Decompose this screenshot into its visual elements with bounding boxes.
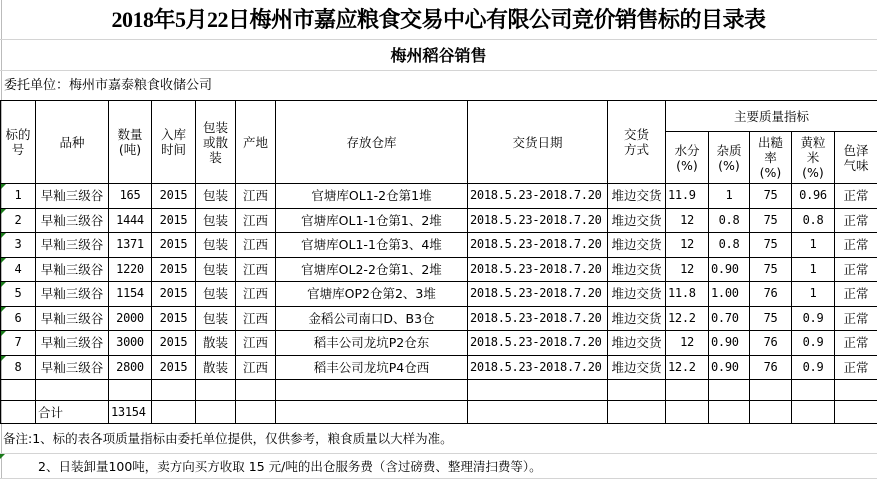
empty-cell[interactable] (792, 401, 835, 424)
cell-delivery-date[interactable] (468, 257, 608, 282)
cell-delivery-method[interactable] (608, 184, 666, 209)
cell-text: 2018.5.23-2018.7.20 (470, 335, 602, 350)
cell-text: 2015 (159, 335, 188, 350)
cell-marker-icon (0, 454, 5, 459)
cell-text: 2015 (159, 310, 188, 325)
cell-text: 2015 (159, 359, 188, 374)
cell-origin[interactable] (236, 331, 276, 356)
cell-warehouse[interactable] (276, 355, 468, 380)
empty-cell[interactable] (835, 401, 877, 424)
cell-text: 1371 (116, 237, 144, 252)
cell-text: 包装 (202, 188, 228, 204)
empty-cell[interactable] (109, 380, 152, 401)
cell-storage-year[interactable] (152, 184, 196, 209)
cell-text: 散装 (202, 335, 228, 351)
cell-yellow-rice[interactable] (792, 282, 835, 307)
cell-origin[interactable] (236, 233, 276, 258)
cell-origin[interactable] (236, 184, 276, 209)
cell-color-odor[interactable] (835, 184, 877, 209)
cell-text: 2018.5.23-2018.7.20 (470, 188, 602, 203)
cell-color-odor[interactable] (835, 282, 877, 307)
cell-text: 1 (14, 188, 22, 203)
total-row (1, 401, 877, 424)
cell-delivery-date[interactable] (468, 184, 608, 209)
cell-text: 正常 (843, 237, 869, 253)
empty-cell[interactable] (709, 380, 750, 401)
cell-color-odor[interactable] (835, 233, 877, 258)
cell-variety[interactable] (36, 257, 109, 282)
cell-text: 官塘库OP2仓第2、3堆 (307, 286, 436, 302)
cell-storage-year[interactable] (152, 282, 196, 307)
cell-lot-no[interactable] (1, 257, 36, 282)
cell-text: 包装 (202, 261, 228, 277)
cell-text: 2015 (159, 212, 188, 227)
cell-origin[interactable] (236, 306, 276, 331)
cell-delivery-date[interactable] (468, 355, 608, 380)
cell-text: 75 (763, 261, 778, 276)
cell-text: 官塘库OL1-2仓第1堆 (311, 188, 432, 204)
cell-storage-year[interactable] (152, 355, 196, 380)
cell-text: 0.9 (802, 335, 824, 350)
cell-text: 75 (763, 212, 778, 227)
cell-marker-icon (1, 258, 6, 263)
cell-text: 散装 (202, 359, 228, 375)
cell-text: 76 (763, 359, 778, 374)
cell-text: 6 (14, 310, 22, 325)
cell-text: 0.9 (802, 359, 824, 374)
cell-color-odor[interactable] (835, 306, 877, 331)
cell-text: 2018.5.23-2018.7.20 (470, 237, 602, 252)
cell-text: 江西 (242, 286, 268, 302)
empty-cell[interactable] (792, 380, 835, 401)
cell-text: 官塘库OL2-2仓第1、2堆 (301, 261, 442, 277)
cell-quantity[interactable] (109, 184, 152, 209)
cell-text: 1220 (116, 261, 144, 276)
cell-warehouse[interactable] (276, 306, 468, 331)
cell-delivery-method[interactable] (608, 355, 666, 380)
cell-lot-no[interactable] (1, 233, 36, 258)
cell-warehouse[interactable] (276, 257, 468, 282)
cell-text: 早籼三级谷 (40, 261, 104, 277)
cell-text: 4 (14, 261, 22, 276)
cell-text: 堆边交货 (611, 359, 662, 375)
cell-marker-icon (1, 209, 6, 214)
cell-warehouse[interactable] (276, 184, 468, 209)
cell-packing[interactable] (196, 257, 236, 282)
header-impurity: 杂质(%) (709, 132, 750, 184)
cell-text: 正常 (843, 359, 869, 375)
cell-yellow-rice[interactable] (792, 355, 835, 380)
cell-origin[interactable] (236, 208, 276, 233)
cell-packing[interactable] (196, 233, 236, 258)
cell-quantity[interactable] (109, 282, 152, 307)
cell-moisture[interactable] (666, 306, 709, 331)
empty-cell[interactable] (196, 380, 236, 401)
cell-yellow-rice[interactable] (792, 257, 835, 282)
cell-text: 正常 (843, 335, 869, 351)
cell-text: 江西 (242, 359, 268, 375)
cell-text: 0.90 (711, 261, 739, 276)
cell-moisture[interactable] (666, 184, 709, 209)
cell-warehouse[interactable] (276, 233, 468, 258)
cell-text: 0.8 (718, 237, 740, 252)
cell-delivery-date[interactable] (468, 282, 608, 307)
cell-text: 1 (725, 188, 733, 203)
cell-impurity[interactable] (709, 331, 750, 356)
cell-variety[interactable] (36, 306, 109, 331)
empty-row (1, 380, 877, 401)
cell-quantity[interactable] (109, 233, 152, 258)
empty-cell[interactable] (276, 401, 468, 424)
cell-origin[interactable] (236, 355, 276, 380)
cell-text: 1 (809, 237, 817, 252)
cell-delivery-date[interactable] (468, 331, 608, 356)
empty-cell[interactable] (709, 401, 750, 424)
cell-variety[interactable] (36, 233, 109, 258)
table-row (1, 355, 877, 380)
cell-impurity[interactable] (709, 306, 750, 331)
cell-text: 2018.5.23-2018.7.20 (470, 310, 602, 325)
empty-cell[interactable] (750, 380, 792, 401)
cell-warehouse[interactable] (276, 331, 468, 356)
note-2-text: 2、日装卸量100吨，卖方向买方收取 15 元/吨的出仓服务费（含过磅费、整理清扫费等）。 (38, 459, 542, 474)
cell-text: 12.2 (668, 359, 696, 374)
cell-text: 2015 (159, 188, 188, 203)
cell-text: 正常 (843, 261, 869, 277)
cell-text: 江西 (242, 310, 268, 326)
cell-text: 早籼三级谷 (40, 310, 104, 326)
table-row (1, 331, 877, 356)
header-color-odor: 色泽气味 (835, 132, 877, 184)
cell-origin[interactable] (236, 257, 276, 282)
table-row (1, 306, 877, 331)
cell-moisture[interactable] (666, 331, 709, 356)
cell-text: 堆边交货 (611, 286, 662, 302)
cell-variety[interactable] (36, 208, 109, 233)
cell-text: 0.90 (711, 335, 739, 350)
cell-husking-rate[interactable] (750, 233, 792, 258)
cell-text: 堆边交货 (611, 335, 662, 351)
cell-text: 江西 (242, 261, 268, 277)
empty-cell[interactable] (835, 380, 877, 401)
cell-variety[interactable] (36, 184, 109, 209)
cell-lot-no[interactable] (1, 282, 36, 307)
empty-cell[interactable] (1, 380, 36, 401)
cell-husking-rate[interactable] (750, 331, 792, 356)
cell-packing[interactable] (196, 184, 236, 209)
cell-yellow-rice[interactable] (792, 306, 835, 331)
cell-husking-rate[interactable] (750, 184, 792, 209)
cell-text: 8 (14, 359, 22, 374)
cell-storage-year[interactable] (152, 331, 196, 356)
page-title: 2018年5月22日梅州市嘉应粮食交易中心有限公司竞价销售标的目录表 (0, 0, 877, 40)
cell-marker-icon (1, 282, 6, 287)
cell-origin[interactable] (236, 282, 276, 307)
cell-husking-rate[interactable] (750, 208, 792, 233)
cell-text: 正常 (843, 310, 869, 326)
cell-color-odor[interactable] (835, 208, 877, 233)
cell-text: 正常 (843, 188, 869, 204)
cell-text: 12.2 (668, 310, 696, 325)
cell-text: 2015 (159, 237, 188, 252)
cell-moisture[interactable] (666, 208, 709, 233)
cell-variety[interactable] (36, 331, 109, 356)
cell-husking-rate[interactable] (750, 282, 792, 307)
lot-catalog-table (0, 100, 877, 424)
header-delivery-date: 交货日期 (468, 101, 608, 184)
header-warehouse: 存放仓库 (276, 101, 468, 184)
cell-text: 1444 (116, 212, 144, 227)
cell-text: 堆边交货 (611, 310, 662, 326)
total-quantity[interactable]: 13154 (109, 401, 152, 424)
cell-quantity[interactable] (109, 208, 152, 233)
note-2 (0, 454, 877, 479)
cell-delivery-date[interactable] (468, 208, 608, 233)
cell-moisture[interactable] (666, 355, 709, 380)
cell-quantity[interactable] (109, 331, 152, 356)
cell-marker-icon (1, 356, 6, 361)
cell-text: 0.96 (799, 188, 827, 203)
cell-warehouse[interactable] (276, 282, 468, 307)
header-origin: 产地 (236, 101, 276, 184)
cell-text: 2800 (116, 359, 144, 374)
header-packing: 包装或散装 (196, 101, 236, 184)
cell-storage-year[interactable] (152, 208, 196, 233)
cell-text: 包装 (202, 310, 228, 326)
cell-moisture[interactable] (666, 233, 709, 258)
cell-text: 2018.5.23-2018.7.20 (470, 212, 602, 227)
cell-text: 7 (14, 335, 22, 350)
cell-text: 0.90 (711, 359, 739, 374)
header-yellow-rice: 黄粒米(%) (792, 132, 835, 184)
header-lot-no: 标的号 (1, 101, 36, 184)
cell-yellow-rice[interactable] (792, 208, 835, 233)
cell-warehouse[interactable] (276, 208, 468, 233)
cell-marker-icon (1, 233, 6, 238)
cell-variety[interactable] (36, 282, 109, 307)
table-row (1, 208, 877, 233)
note-1: 备注:1、标的表各项质量指标由委托单位提供，仅供参考，粮食质量以大样为准。 (0, 424, 877, 454)
empty-cell[interactable] (608, 401, 666, 424)
consignor-label: 委托单位：梅州市嘉泰粮食收储公司 (4, 78, 213, 93)
cell-text: 12 (680, 212, 694, 227)
cell-impurity[interactable] (709, 208, 750, 233)
empty-cell[interactable] (608, 380, 666, 401)
cell-yellow-rice[interactable] (792, 184, 835, 209)
cell-color-odor[interactable] (835, 257, 877, 282)
cell-husking-rate[interactable] (750, 355, 792, 380)
cell-variety[interactable] (36, 355, 109, 380)
cell-moisture[interactable] (666, 282, 709, 307)
cell-storage-year[interactable] (152, 306, 196, 331)
cell-text: 75 (763, 188, 778, 203)
cell-storage-year[interactable] (152, 233, 196, 258)
empty-cell[interactable] (666, 380, 709, 401)
header-quantity: 数量(吨) (109, 101, 152, 184)
cell-text: 早籼三级谷 (40, 237, 104, 253)
table-row (1, 257, 877, 282)
cell-text: 2015 (159, 261, 188, 276)
cell-marker-icon (1, 307, 6, 312)
empty-cell[interactable] (236, 380, 276, 401)
cell-text: 稻丰公司龙坑P2仓东 (313, 335, 430, 351)
empty-cell[interactable] (750, 401, 792, 424)
cell-text: 0.9 (802, 310, 824, 325)
header-variety: 品种 (36, 101, 109, 184)
cell-delivery-method[interactable] (608, 331, 666, 356)
header-delivery-method: 交货方式 (608, 101, 666, 184)
cell-moisture[interactable] (666, 257, 709, 282)
cell-text: 2 (14, 212, 22, 227)
cell-text: 12 (680, 237, 694, 252)
cell-delivery-method[interactable] (608, 233, 666, 258)
cell-text: 早籼三级谷 (40, 188, 104, 204)
cell-quantity[interactable] (109, 257, 152, 282)
cell-text: 2000 (116, 310, 144, 325)
cell-text: 堆边交货 (611, 212, 662, 228)
cell-packing[interactable] (196, 355, 236, 380)
cell-text: 包装 (202, 237, 228, 253)
cell-text: 12 (680, 261, 694, 276)
cell-text: 165 (119, 188, 141, 203)
cell-impurity[interactable] (709, 282, 750, 307)
cell-text: 早籼三级谷 (40, 286, 104, 302)
cell-text: 堆边交货 (611, 261, 662, 277)
cell-text: 2018.5.23-2018.7.20 (470, 286, 602, 301)
header-storage-year: 入库时间 (152, 101, 196, 184)
total-label[interactable]: 合计 (36, 401, 109, 424)
cell-lot-no[interactable] (1, 208, 36, 233)
empty-cell[interactable] (152, 401, 196, 424)
cell-text: 76 (763, 335, 778, 350)
cell-text: 早籼三级谷 (40, 335, 104, 351)
cell-text: 5 (14, 286, 22, 301)
cell-text: 官塘库OL1-1仓第1、2堆 (301, 212, 442, 228)
cell-text: 稻丰公司龙坑P4仓西 (313, 359, 430, 375)
empty-cell[interactable] (196, 401, 236, 424)
empty-cell[interactable] (36, 380, 109, 401)
cell-husking-rate[interactable] (750, 306, 792, 331)
cell-text: 官塘库OL1-1仓第3、4堆 (301, 237, 442, 253)
table-row (1, 282, 877, 307)
cell-impurity[interactable] (709, 184, 750, 209)
empty-cell[interactable] (152, 380, 196, 401)
cell-color-odor[interactable] (835, 331, 877, 356)
cell-impurity[interactable] (709, 233, 750, 258)
cell-text: 0.8 (718, 212, 740, 227)
cell-text: 正常 (843, 212, 869, 228)
table-row (1, 184, 877, 209)
cell-packing[interactable] (196, 208, 236, 233)
cell-delivery-method[interactable] (608, 208, 666, 233)
cell-text: 1.00 (711, 286, 739, 301)
empty-cell[interactable] (468, 401, 608, 424)
header-moisture: 水分(%) (666, 132, 709, 184)
cell-impurity[interactable] (709, 355, 750, 380)
cell-text: 江西 (242, 335, 268, 351)
cell-text: 1 (809, 286, 817, 301)
cell-packing[interactable] (196, 282, 236, 307)
cell-packing[interactable] (196, 331, 236, 356)
cell-yellow-rice[interactable] (792, 233, 835, 258)
cell-text: 2018.5.23-2018.7.20 (470, 261, 602, 276)
cell-packing[interactable] (196, 306, 236, 331)
cell-lot-no[interactable] (1, 331, 36, 356)
empty-cell[interactable] (666, 401, 709, 424)
cell-husking-rate[interactable] (750, 257, 792, 282)
cell-text: 江西 (242, 237, 268, 253)
cell-text: 75 (763, 237, 778, 252)
cell-delivery-method[interactable] (608, 282, 666, 307)
cell-delivery-method[interactable] (608, 306, 666, 331)
cell-color-odor[interactable] (835, 355, 877, 380)
cell-yellow-rice[interactable] (792, 331, 835, 356)
cell-text: 0.8 (802, 212, 824, 227)
empty-cell[interactable] (276, 380, 468, 401)
cell-delivery-date[interactable] (468, 306, 608, 331)
cell-text: 堆边交货 (611, 237, 662, 253)
cell-marker-icon (1, 331, 6, 336)
cell-lot-no[interactable] (1, 184, 36, 209)
cell-lot-no[interactable] (1, 355, 36, 380)
cell-text: 江西 (242, 188, 268, 204)
cell-quantity[interactable] (109, 306, 152, 331)
cell-quantity[interactable] (109, 355, 152, 380)
cell-impurity[interactable] (709, 257, 750, 282)
cell-text: 正常 (843, 286, 869, 302)
cell-text: 金稻公司南口D、B3仓 (308, 310, 435, 326)
cell-text: 1 (809, 261, 817, 276)
cell-text: 12 (680, 335, 694, 350)
cell-text: 包装 (202, 212, 228, 228)
cell-text: 江西 (242, 212, 268, 228)
cell-text: 76 (763, 286, 778, 301)
cell-lot-no[interactable] (1, 306, 36, 331)
cell-text: 11.9 (668, 188, 696, 203)
cell-delivery-method[interactable] (608, 257, 666, 282)
cell-text: 0.70 (711, 310, 739, 325)
header-quality-group: 主要质量指标 (666, 101, 877, 132)
cell-text: 早籼三级谷 (40, 212, 104, 228)
cell-text: 3000 (116, 335, 144, 350)
cell-text: 1154 (116, 286, 144, 301)
cell-text: 早籼三级谷 (40, 359, 104, 375)
empty-cell[interactable] (468, 380, 608, 401)
cell-marker-icon (1, 184, 6, 189)
cell-text: 75 (763, 310, 778, 325)
page-subtitle: 梅州稻谷销售 (0, 40, 877, 71)
cell-text: 2015 (159, 286, 188, 301)
empty-cell[interactable] (1, 401, 36, 424)
cell-text: 3 (14, 237, 22, 252)
cell-delivery-date[interactable] (468, 233, 608, 258)
cell-text: 2018.5.23-2018.7.20 (470, 359, 602, 374)
table-row (1, 233, 877, 258)
header-husking-rate: 出糙率(%) (750, 132, 792, 184)
cell-text: 11.8 (668, 286, 696, 301)
cell-text: 堆边交货 (611, 188, 662, 204)
cell-text: 包装 (202, 286, 228, 302)
empty-cell[interactable] (236, 401, 276, 424)
cell-storage-year[interactable] (152, 257, 196, 282)
